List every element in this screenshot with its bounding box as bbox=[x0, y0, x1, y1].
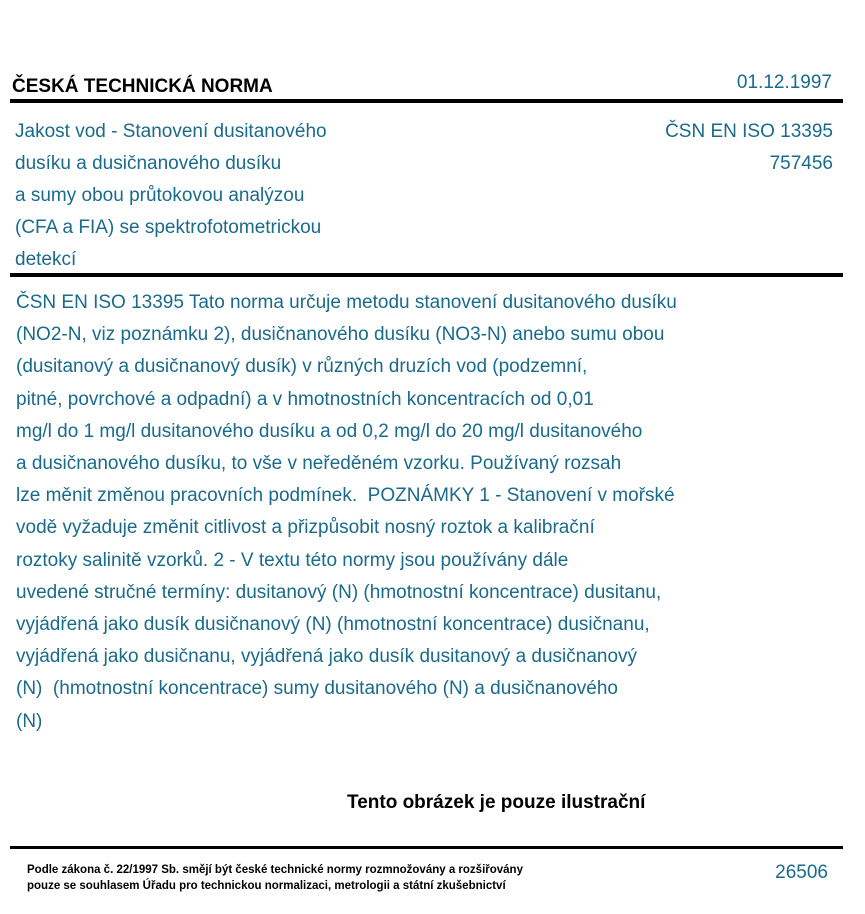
standard-number: ČSN EN ISO 13395 bbox=[665, 121, 833, 142]
footer-divider bbox=[10, 846, 843, 849]
document-title-line: dusíku a dusičnanového dusíku bbox=[15, 153, 282, 174]
abstract-line: vyjádřená jako dusičnanu, vyjádřená jako dusík dusitanový a dusičnanový bbox=[16, 646, 638, 668]
document-title bbox=[15, 116, 415, 276]
footer-number: 26506 bbox=[775, 862, 828, 883]
abstract-line: mg/l do 1 mg/l dusitanového dusíku a od 0,2 mg/l do 20 mg/l dusitanového bbox=[16, 420, 643, 442]
document-title-line: (CFA a FIA) se spektrofotometrickou bbox=[15, 217, 322, 238]
abstract-line: (dusitanový a dusičnanový dusík) v různých druzích vod (podzemní, bbox=[16, 356, 588, 378]
footer-legal-notice bbox=[27, 862, 523, 894]
abstract-line: vyjádřená jako dusík dusičnanový (N) (hmotnostní koncentrace) dusičnanu, bbox=[16, 614, 650, 636]
abstract-line: a dusičnanového dusíku, to vše v neředěném vzorku. Používaný rozsah bbox=[16, 453, 622, 475]
header-divider bbox=[10, 99, 843, 103]
abstract-line: pitné, povrchové a odpadní) a v hmotnostních koncentracích od 0,01 bbox=[16, 388, 594, 410]
issue-date: 01.12.1997 bbox=[736, 72, 832, 93]
abstract-line: roztoky salinitě vzorků. 2 - V textu této normy jsou používány dále bbox=[16, 549, 569, 571]
abstract-line: (NO2-N, viz poznámku 2), dusičnanového dusíku (NO3-N) anebo sumu obou bbox=[16, 324, 665, 346]
catalog-number: 757456 bbox=[769, 153, 833, 174]
footer-legal-line: Podle zákona č. 22/1997 Sb. smějí být české technické normy rozmnožovány a rozšiřovány bbox=[27, 864, 523, 876]
header-title: ČESKÁ TECHNICKÁ NORMA bbox=[12, 76, 273, 97]
document-title-line: detekcí bbox=[15, 249, 77, 270]
abstract-line: lze měnit změnou pracovních podmínek. POZNÁMKY 1 - Stanovení v mořské bbox=[16, 485, 675, 507]
abstract-line: ČSN EN ISO 13395 Tato norma určuje metodu stanovení dusitanového dusíku bbox=[16, 292, 677, 313]
document-title-line: a sumy obou průtokovou analýzou bbox=[15, 185, 305, 206]
abstract-line: uvedené stručné termíny: dusitanový (N) (hmotnostní koncentrace) dusitanu, bbox=[16, 581, 662, 603]
footer-legal-line: pouze se souhlasem Úřadu pro technickou normalizaci, metrologii a státní zkušebnictví bbox=[27, 880, 506, 892]
illustration-note: Tento obrázek je pouze ilustrační bbox=[347, 792, 646, 813]
abstract-line: vodě vyžaduje změnit citlivost a přizpůsobit nosný roztok a kalibrační bbox=[16, 517, 595, 539]
abstract-line: (N) (hmotnostní koncentrace) sumy dusitanového (N) a dusičnanového bbox=[16, 678, 618, 700]
abstract-text bbox=[16, 287, 816, 738]
document-title-line: Jakost vod - Stanovení dusitanového bbox=[15, 121, 327, 142]
document-identifiers bbox=[665, 116, 833, 180]
title-divider bbox=[10, 273, 843, 277]
abstract-line: (N) bbox=[16, 710, 43, 732]
